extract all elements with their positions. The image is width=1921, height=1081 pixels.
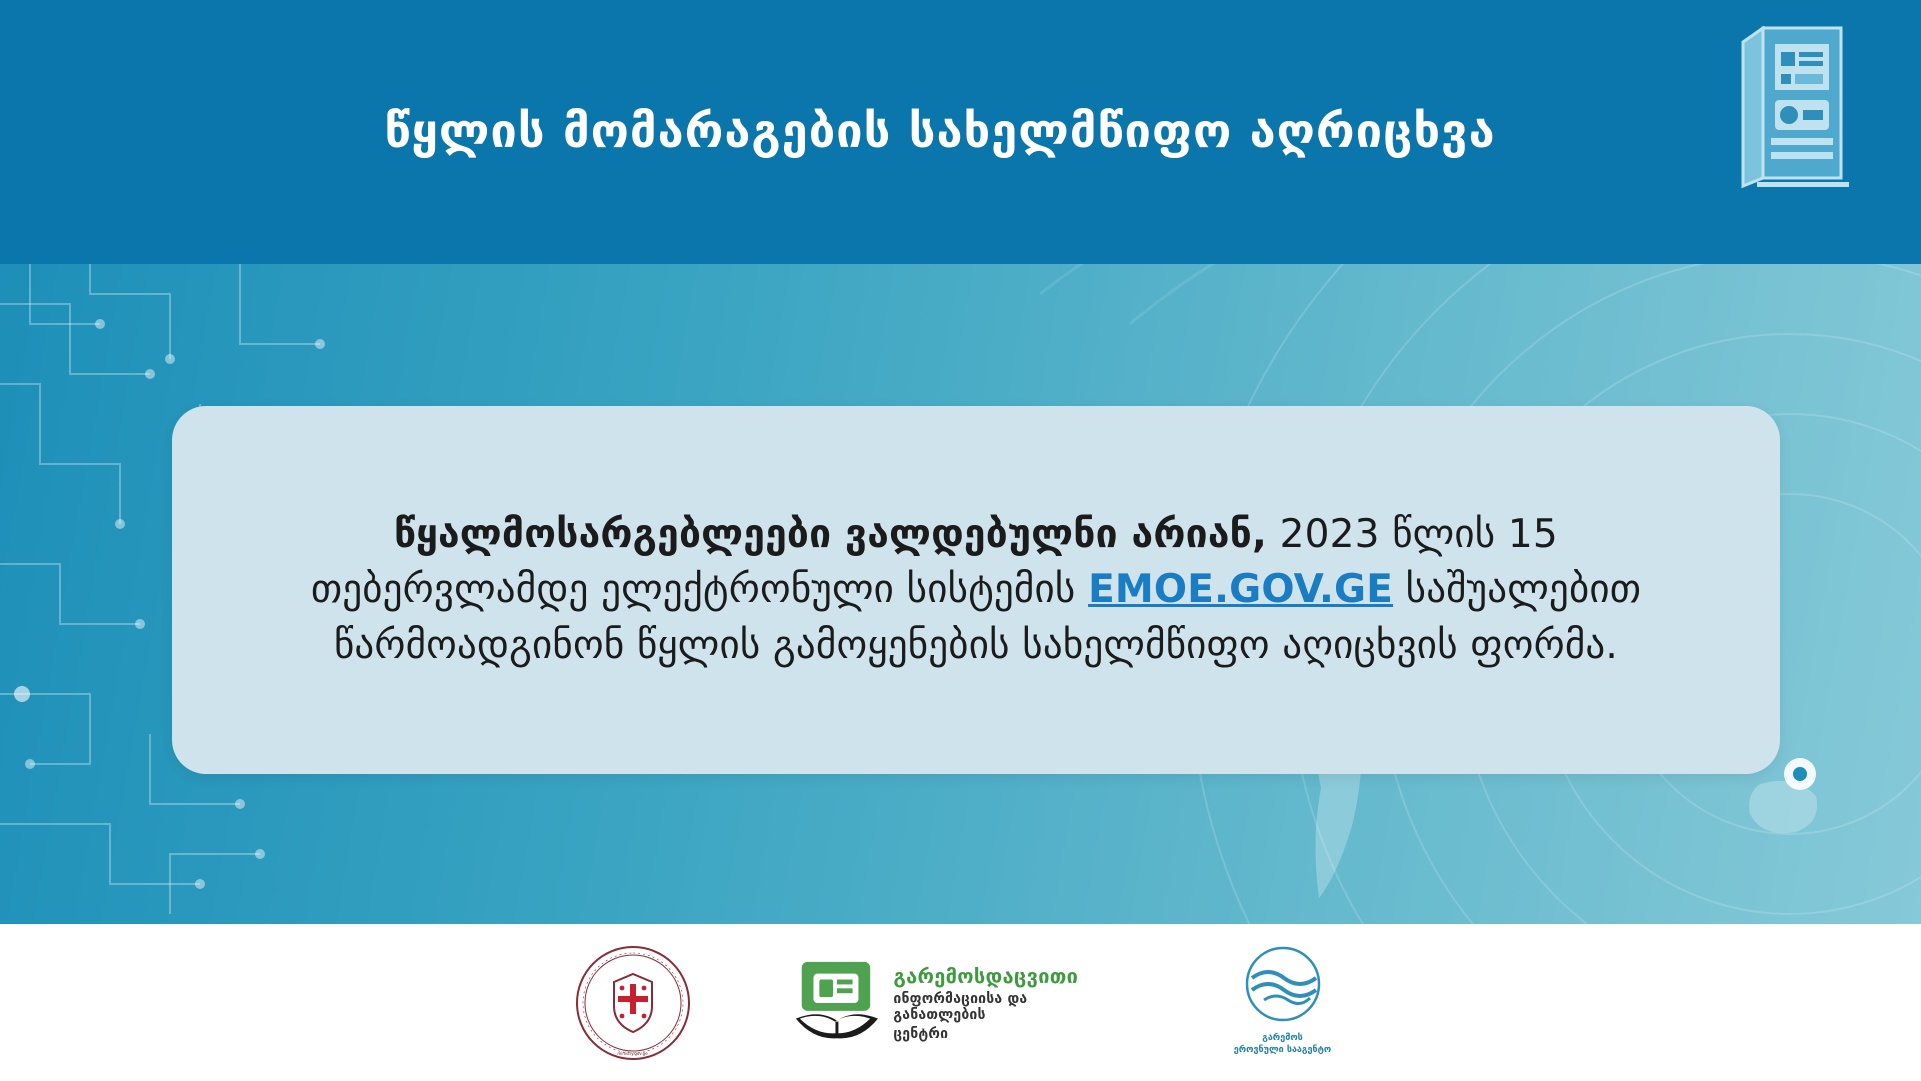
eiec-line2: ინფორმაციისა და განათლების bbox=[893, 990, 1028, 1023]
ministry-of-environmental-protection-logo bbox=[574, 944, 692, 1062]
national-environmental-agency-logo bbox=[1218, 944, 1348, 1062]
ministry-logo-caption: ministry.gov.ge bbox=[617, 1050, 648, 1056]
environmental-information-education-centre-logo bbox=[790, 949, 1120, 1057]
notice-text-part3: საშუალებით წარმოადგინონ წყლის გამოყენების სახელმწიფო აღიცხვის ფორმა. bbox=[333, 567, 1642, 668]
header-banner bbox=[0, 0, 1921, 264]
footer-logo-bar bbox=[0, 924, 1921, 1081]
notice-text-part2: 2023 წლის 15 თებერვლამდე ელექტრონული სისტემის bbox=[310, 511, 1558, 613]
eiec-mark-icon bbox=[790, 957, 884, 1049]
nea-logo-caption bbox=[1218, 1032, 1348, 1056]
notice-text bbox=[296, 507, 1656, 673]
nea-line2: ეროვნული სააგენტო bbox=[1233, 1044, 1332, 1055]
eiec-line1: გარემოსდაცვითი bbox=[893, 963, 1079, 988]
emoe-portal-link[interactable]: EMOE.GOV.GE bbox=[1088, 567, 1394, 613]
water-meter-cabinet-icon bbox=[1737, 26, 1855, 206]
eiec-line3: ცენტრი bbox=[893, 1025, 949, 1042]
nea-wave-icon bbox=[1218, 944, 1348, 1026]
notice-text-bold: წყალმოსარგებლეები ვალდებულნი არიან, bbox=[394, 511, 1268, 557]
nea-line1: გარემოს bbox=[1262, 1032, 1303, 1043]
eiec-logo-text bbox=[893, 964, 1119, 1042]
notice-card bbox=[172, 406, 1780, 774]
page-title: წყლის მომარაგების სახელმწიფო აღრიცხვა bbox=[384, 103, 1496, 159]
